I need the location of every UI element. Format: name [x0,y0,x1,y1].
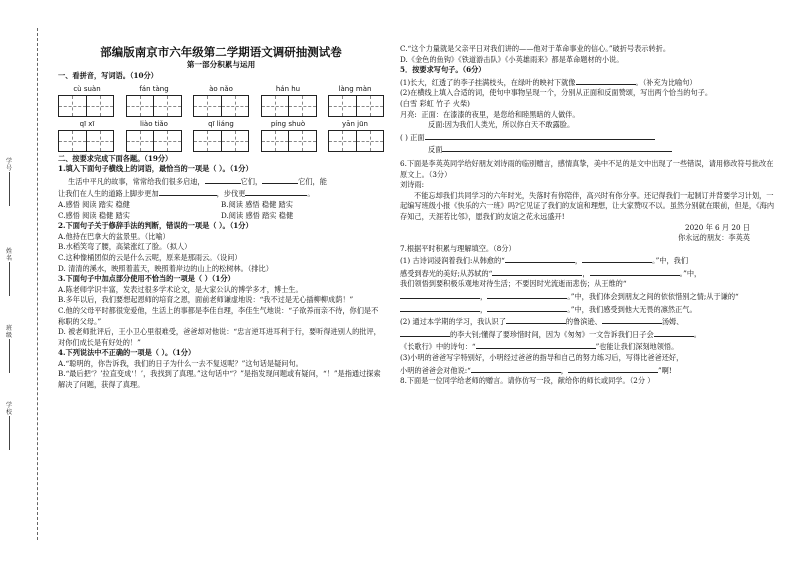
letter-body: 不能忘却我们共同学习的六年时光，失落时有你陪伴，高兴时有你分享。还记得我们一起制订并背要学习计划，一起编写班级小报《快乐的六一班》吗?它见证了我们的友谊和理想，让大家赞叹不以。虽然分别就在眼前，但是，《海内存知己，天涯若比邻》，愿我们的友谊之花永远盛开! [400,190,775,221]
option-b[interactable]: B.水稻笑弯了腰，高粱涨红了脸。（拟人） [58,242,192,252]
answer-blank[interactable] [602,315,662,324]
text: 。（补充为比喻句） [635,77,697,87]
pinyin: qī liáng [208,119,234,128]
option-d[interactable]: D.阅读 感悟 踏实 稳健 [221,210,294,220]
q7-line [400,340,780,353]
letter-salutation: 刘诗雨: [400,180,424,190]
answer-blank[interactable] [568,364,658,373]
text: ”也能让我们深刻地领悟。 [595,342,679,352]
question-7: 7.根据平时积累与理解填空。（8分） [400,243,516,253]
pinyin: làng màn [338,84,372,93]
text: 小明的爸爸会对他说:“ [400,365,471,375]
answer-blank[interactable] [582,254,652,263]
text: 正面：在漆漆的夜里，是您给和睦黑暗的人做伴。 [421,109,580,119]
q7-line [400,328,780,341]
margin-fill-line [9,416,10,450]
question-5-2: (2)在横线上填入合适的词，使句中事物呈现一个，分别从正面和反面赞颂，写出两个恰当的句子。 [400,88,713,98]
writing-grid[interactable] [193,130,249,152]
question-3: 3.下面句子中加点部分使用不恰当的一项是（ ）（1分） [58,274,235,284]
q7-line [400,290,780,303]
question-1: 1.填入下面句子横线上的词语，最恰当的一项是（ ）。（1分） [58,164,253,174]
option-b[interactable]: B.“最后把‘？’拉直变成‘！’，我找到了真理。”这句话中“？”是指发现问题或有疑问，“！”是指通过探索解决了问题，获得了真理。 [58,369,381,390]
writing-grid[interactable] [261,130,317,152]
text: 反面 [428,145,443,155]
question-4: 4.下列说法中不正确的一项是（ ）。（1分） [58,348,196,358]
answer-back-line [400,143,780,156]
text: 感受到春光的美好;从苏轼的“ [400,268,493,278]
margin-fill-line [9,172,10,206]
margin-label-name: 姓名 [5,248,12,262]
writing-grid[interactable] [261,95,317,117]
text: ”啊! [658,365,672,375]
answer-blank[interactable] [442,143,672,152]
text: 月亮: [400,109,417,119]
question-5-1 [400,76,780,89]
word-bank: (白雪 彩虹 竹子 火柴) [400,98,470,108]
option-c[interactable]: C.这种像桶团似的云是什么云呢，原来是那雨云。（设问） [58,252,242,262]
answer-blank[interactable] [487,303,567,312]
option-a[interactable]: A.“聪明的，你告诉我，我们的日子为什么一去不复返呢？”这句话是疑问句。 [58,358,303,368]
writing-grid[interactable] [58,130,114,152]
question-1-text [58,187,384,200]
margin-label-student-id: 学号 [5,158,12,172]
text: 《长歌行》中的诗句：“ [400,342,476,352]
option-d[interactable]: D. 被老师批评后，王小卫心里很难受，爸爸却对他说：“忠言逆耳进耳利于行，要听得进别人的批评，对你们成长是有好处的！” [58,327,381,347]
answer-blank[interactable] [505,254,575,263]
option-c[interactable]: C.感悟 阅读 稳健 踏实 [58,210,130,220]
right-column [400,44,780,387]
example-front [400,110,780,121]
text: 的鲁滨逊、 [565,317,602,327]
text: ， [480,304,488,314]
text: (1)长大，红透了的李子挂满枝头，在绿叶的映衬下就像 [400,77,576,87]
pinyin-row [58,84,384,94]
q7-line: 我们领悟到要积极乐观地对待生活；不要因时光流逝而悲伤；从王维的“ [400,279,627,289]
option-d[interactable]: D. 清清的溪水，映照着蓝天，映照着岸边的山上的松树林。（排比） [58,263,273,273]
text: ， [480,292,488,302]
writing-grid[interactable] [193,95,249,117]
answer-blank[interactable] [262,175,298,184]
option-c[interactable]: C.“这个力量就是父亲平日对我们讲的——他对于革命事业的信心。”破折号表示转折。 [400,44,671,53]
text: 。”中，我们 [652,256,689,266]
q7-line [400,303,780,316]
text: ，步伐更 [216,189,246,199]
option-a[interactable]: A.他持在巴拿大的盆景里。（比喻） [58,231,170,241]
answer-blank[interactable] [245,187,307,196]
answer-blank[interactable] [576,76,636,85]
writing-grid[interactable] [328,95,384,117]
answer-blank[interactable] [487,290,567,299]
text: 它们， [240,176,263,186]
answer-blank[interactable] [400,290,480,299]
text: (1) 古诗词浸润着我们:从韩愈的“ [400,256,505,266]
option-b[interactable]: B.阅读 感悟 稳健 踏实 [221,199,293,209]
answer-blank[interactable] [425,131,655,140]
text: 的李大钊;懂得了要珍惜时间，因为《匆匆》一文告诉我们日子会 [450,329,654,339]
writing-grid-row [58,130,384,152]
writing-grid[interactable] [58,95,114,117]
question-8: 8.下面是一位同学给老师的赠言。请你仿写一段，献给你的师长或同学。（2分 ） [400,376,655,386]
q7-line [400,267,780,280]
answer-blank[interactable] [590,267,680,276]
text: ( ) 正面 [400,132,425,142]
section-1-heading: 一、看拼音，写词语。（10分） [58,71,158,80]
exam-subtitle: 第一部分积累与运用 [186,60,256,69]
letter-date: 2020 年 6 月 20 日 [685,222,750,232]
pinyin: hán hu [275,84,301,93]
text: 。”中，我们感受到他大无畏的凛然正气。 [567,304,697,314]
section-2-heading: 二、按要求完成下面各题。（19分） [58,153,173,163]
question-1-text [58,175,384,188]
q7-line [400,315,780,328]
question-2: 2.下面句子关于修辞手法的判断，错误的一项是（ ）。（1分） [58,221,253,231]
text: 。”中， [679,268,702,278]
left-column [58,0,384,391]
pinyin: yān jūn [342,119,368,128]
writing-grid-row [58,95,384,117]
example-back: 反面:因为我们人类光，所以你白天不敢露脸。 [428,120,575,130]
answer-blank[interactable] [400,328,450,337]
answer-blank[interactable] [506,315,566,324]
option-a[interactable]: A.感悟 阅读 踏实 稳健 [58,199,130,209]
writing-grid[interactable] [126,95,182,117]
option-b[interactable]: B.多年以后，我们要想起恩师的培育之恩，面前老师谦虚地说：“我不过是无心插柳柳成荫！” [58,295,354,305]
pinyin: fán tàng [139,84,169,93]
option-a[interactable]: A.陈老师学识丰富，发表过很多学术论文，是大家公认的博学多才，博士生。 [58,284,303,294]
answer-blank[interactable] [476,340,596,349]
writing-grid[interactable] [328,130,384,152]
margin-fill-line [9,262,10,296]
letter-signature: 你永远的朋友：李英英 [678,233,750,243]
binding-margin [0,0,50,561]
text: 。”中，我们体会到朋友之间的依依惜别之情;从于谦的“ [567,292,739,302]
answer-blank[interactable] [205,175,241,184]
pinyin-row [58,119,384,129]
q7-line [400,364,780,377]
pinyin: qī xī [79,119,95,128]
text: 生活中平凡的故事，常常给我们很多启迪， [68,176,205,186]
answer-blank[interactable] [471,364,561,373]
pinyin: ào nǎo [209,84,233,93]
text: ， [560,365,568,375]
options-row [58,200,384,211]
options-row [58,211,384,222]
cut-line [37,28,38,540]
margin-fill-line [9,339,10,373]
text: 它们，能 [298,176,327,186]
pinyin: píng shuò [270,119,306,128]
answer-blank[interactable] [492,267,582,276]
q7-line [400,254,780,267]
q7-line: (3)小明的爸爸写字特别好，小明经过爸爸的指导和自己的努力练习后，写得比爸爸还好， [400,353,684,363]
pinyin: cù suàn [73,84,101,93]
text: 。 [693,329,701,339]
pinyin: liào tiǎo [140,119,168,128]
text: 让我们在人生的道路上脚步更加 [58,189,159,199]
answer-front-line [400,131,780,144]
answer-blank[interactable] [400,303,480,312]
text: ， [574,256,583,266]
answer-blank[interactable] [654,328,694,337]
margin-label-school: 学校 [5,402,12,416]
question-6: 6.下面是李英英同学给好朋友刘诗雨的临别赠言，感情真挚，美中不足的是文中出现了一些错误，请用修改符号批改在原文上。（3分） [400,158,774,179]
option-d[interactable]: D.《金色的鱼钩》《铁道游击队》《小英雄雨来》都是革命题材的小说。 [400,54,624,64]
answer-blank[interactable] [159,187,217,196]
writing-grid[interactable] [126,130,182,152]
question-5: 5．按要求写句子。（6分） [400,65,486,75]
exam-title: 部编版南京市六年级第二学期语文调研抽测试卷 [100,45,342,59]
option-c[interactable]: C.他的父母平时都很宠爱他，生活上的事都是李佳自理，李佳生气地说：“子欲养而亲不待，你们是不称职的父母。” [58,305,379,326]
text: 汤姆、 [661,317,684,327]
text: ， [582,268,590,278]
text: (2) 通过本学期的学习，我认识了 [400,317,506,327]
text: 。 [307,189,315,199]
margin-label-class: 班级 [5,325,12,339]
